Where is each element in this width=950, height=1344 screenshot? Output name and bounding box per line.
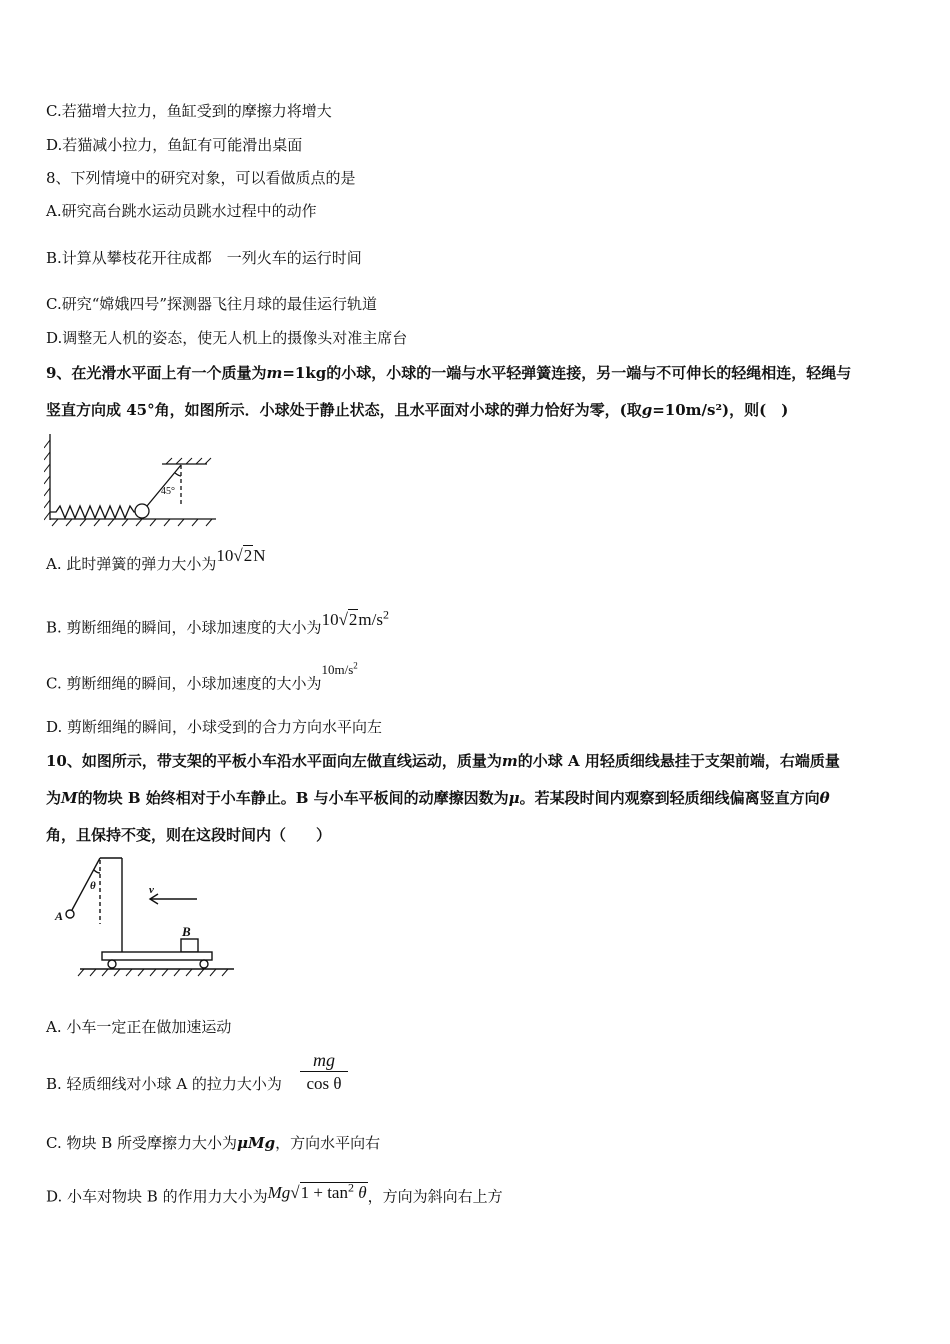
q10-text-d: 的物块 B 始终相对于小车静止。B 与小车平板间的动摩擦因数为 xyxy=(77,789,509,807)
angle-45-label: 45° xyxy=(161,486,175,497)
radicand: 2 xyxy=(348,609,358,629)
q9-var-g: g xyxy=(641,401,653,419)
option-8d: D.调整无人机的姿态，使无人机上的摄像头对准主席台 xyxy=(46,329,408,347)
question-9-line-1 xyxy=(46,363,851,383)
option-10c xyxy=(46,1133,380,1153)
option-9d: D. 剪断细绳的瞬间，小球受到的合力方向水平向左 xyxy=(46,718,383,736)
q10-text-a: 10、如图所示，带支架的平板小车沿水平面向左做直线运动，质量为 xyxy=(46,752,502,770)
option-10c-text-b: ，方向水平向右 xyxy=(275,1134,381,1152)
q10-text-c: 为 xyxy=(46,789,62,807)
option-10d-text-a: D. 小车对物块 B 的作用力大小为 xyxy=(46,1187,268,1206)
question-9-line-2 xyxy=(46,400,788,420)
option-10b: B. 轻质细线对小球 A 的拉力大小为 xyxy=(46,1075,282,1093)
q9-text-c: 的小球，小球的一端与水平轻弹簧连接，另一端与不可伸长的轻绳相连，轻绳与 xyxy=(326,364,852,382)
q10-var-m: m xyxy=(501,752,518,770)
denominator: cos θ xyxy=(300,1071,348,1096)
velocity-label: v xyxy=(149,884,154,896)
exponent: 2 xyxy=(382,607,389,621)
unit: N xyxy=(253,546,266,565)
option-10c-formula: μMg xyxy=(237,1134,276,1152)
radicand: 2 xyxy=(243,546,253,565)
question-8: 8、下列情境中的研究对象，可以看做质点的是 xyxy=(46,169,356,187)
q10-var-mu: μ xyxy=(508,789,520,807)
exponent: 2 xyxy=(353,661,358,671)
coef: 10 xyxy=(321,609,339,629)
option-7d: D.若猫减小拉力，鱼缸有可能滑出桌面 xyxy=(46,136,303,154)
coef: 10 xyxy=(216,546,234,565)
theta-label: θ xyxy=(90,880,96,892)
unit: m/s xyxy=(358,609,383,629)
option-9a-text: A. 此时弹簧的弹力大小为 xyxy=(46,555,217,573)
option-10d-formula: $Mg√1 + \tan^2 \theta$ xyxy=(267,1180,367,1202)
block-b-label: B xyxy=(182,924,191,939)
q10-text-b: 的小球 A 用轻质细线悬挂于支架前端，右端质量 xyxy=(517,752,840,770)
option-10c-text-a: C. 物块 B 所受摩擦力大小为 xyxy=(46,1134,238,1152)
cart-figure xyxy=(52,852,242,984)
question-10-line-2 xyxy=(46,788,830,808)
q9-text-e: =10m/s²)，则( ) xyxy=(652,401,789,419)
q10-var-M: M xyxy=(61,789,78,807)
question-10-line-1 xyxy=(46,751,840,771)
option-9b xyxy=(46,607,389,638)
question-10-line-3: 角，且保持不变，则在这段时间内（ ） xyxy=(46,826,332,844)
exponent: 2 xyxy=(347,1180,354,1194)
option-9c-text: C. 剪断细绳的瞬间，小球加速度的大小为 xyxy=(46,674,322,693)
option-9a xyxy=(46,546,266,574)
option-7c: C.若猫增大拉力，鱼缸受到的摩擦力将增大 xyxy=(46,102,332,120)
q9-text-a: 9、在光滑水平面上有一个质量为 xyxy=(46,364,267,382)
spring-ball-figure xyxy=(44,432,219,528)
numerator: mg xyxy=(313,1050,335,1070)
q9-text-b: =1kg xyxy=(282,364,327,382)
option-9b-formula: $10√2m/s^2$ xyxy=(321,607,389,629)
option-10b-fraction xyxy=(300,1049,348,1096)
option-9b-text: B. 剪断细绳的瞬间，小球加速度的大小为 xyxy=(46,618,322,637)
q10-text-e: 。若某段时间内观察到轻质细线偏离竖直方向 xyxy=(519,789,820,807)
option-9c-formula xyxy=(321,662,357,677)
option-8c: C.研究“嫦娥四号”探测器飞往月球的最佳运行轨道 xyxy=(46,295,378,313)
option-9c xyxy=(46,661,358,694)
ball-a-label: A xyxy=(55,909,64,923)
theta: θ xyxy=(358,1182,367,1202)
radicand xyxy=(300,1182,368,1202)
option-8b: B.计算从攀枝花开往成都 一列火车的运行时间 xyxy=(46,249,362,267)
option-10a: A. 小车一定正在做加速运动 xyxy=(46,1018,232,1036)
option-9a-formula: 10√2N xyxy=(216,546,266,565)
coef: Mg xyxy=(267,1182,291,1202)
option-10d-text-b: ，方向为斜向右上方 xyxy=(367,1187,503,1206)
radicand-text: 1 + tan xyxy=(300,1182,348,1202)
q10-var-theta: θ xyxy=(819,789,830,807)
value: 10m/s xyxy=(321,662,354,678)
option-10d xyxy=(46,1181,503,1207)
option-8a: A.研究高台跳水运动员跳水过程中的动作 xyxy=(46,202,317,220)
q9-text-d: 竖直方向成 45°角，如图所示．小球处于静止状态，且水平面对小球的弹力恰好为零，(取 xyxy=(46,401,642,419)
q9-var-m: m xyxy=(266,364,283,382)
